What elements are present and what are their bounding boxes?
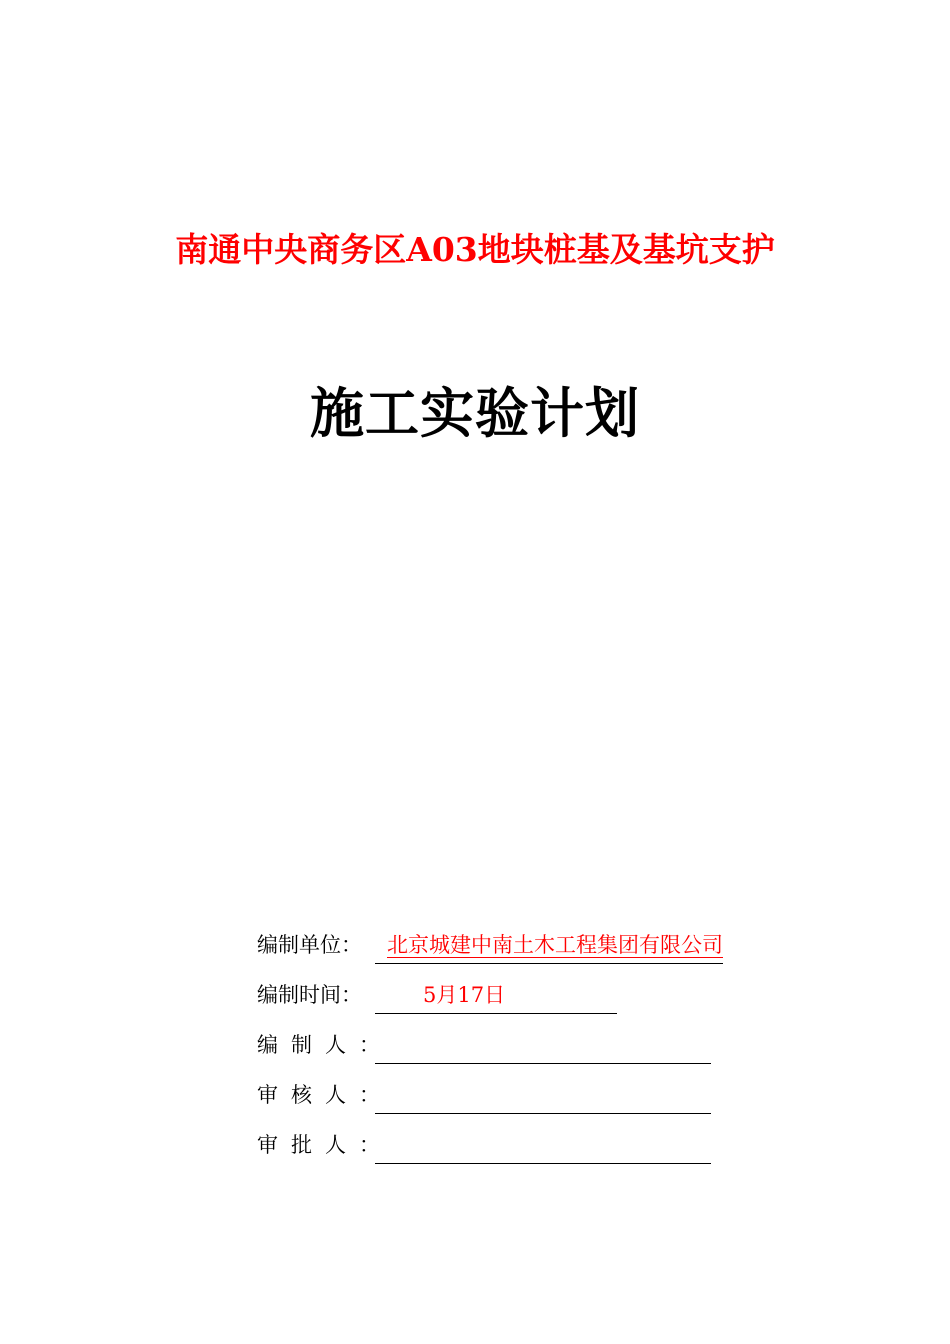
reviewer-row (257, 1064, 817, 1114)
unit-label: 编制单位： (257, 933, 362, 957)
unit-value-text: 北京城建中南土木工程集团有限公司 (387, 933, 723, 957)
date-value (375, 977, 617, 1014)
document-title: 施工实验计划 (310, 382, 640, 445)
date-label: 编制时间： (257, 983, 362, 1007)
project-title: 南通中央商务区A03地块桩基及基坑支护 (175, 230, 775, 269)
date-row (257, 964, 817, 1014)
compiler-label: 编制人： (257, 1033, 393, 1057)
approver-blank (375, 1127, 711, 1164)
unit-value (375, 927, 723, 964)
approver-label: 审批人： (257, 1133, 393, 1157)
compiler-row (257, 1014, 817, 1064)
reviewer-label: 审核人： (257, 1083, 393, 1107)
compiler-blank (375, 1027, 711, 1064)
unit-row (257, 914, 817, 964)
approver-row (257, 1114, 817, 1164)
date-value-text: 5月17日 (423, 983, 506, 1007)
info-block (257, 914, 817, 1164)
reviewer-blank (375, 1077, 711, 1114)
